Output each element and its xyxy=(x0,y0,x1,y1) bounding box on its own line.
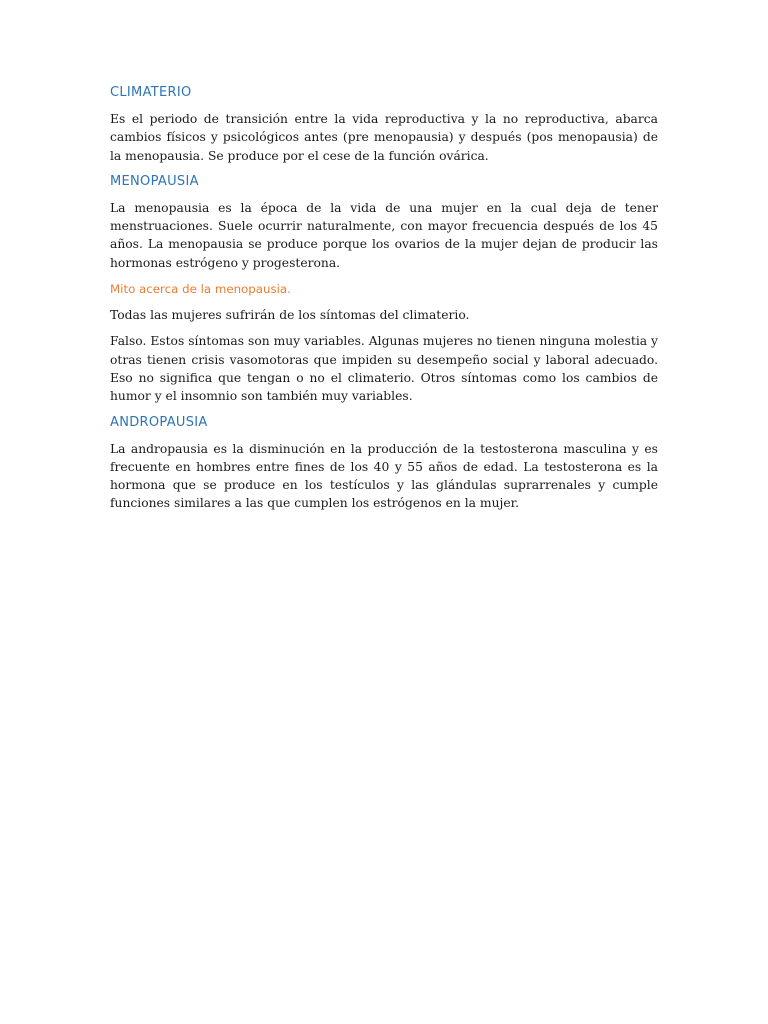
mito-statement: Todas las mujeres sufrirán de los síntomas del climaterio. xyxy=(110,308,470,323)
andropausia-paragraph: La andropausia es la disminución en la producción de la testosterona masculina y es frecuente en hombres entre fines de los 40 y 55 años de edad. La testosterona es la hormona que se produce en los testículos y las glándulas suprarrenales y cumple funciones similares a las que cumplen los estrógenos en la mujer. xyxy=(110,441,658,511)
document-page xyxy=(110,84,658,521)
menopausia-paragraph: La menopausia es la época de la vida de una mujer en la cual deja de tener menstruaciones. Suele ocurrir naturalmente, con mayor frecuencia después de los 45 años. La menopausia se produce porque los ovarios de la mujer dejan de producir las hormonas estrógeno y progesterona. xyxy=(110,200,658,270)
menopausia-heading: MENOPAUSIA xyxy=(110,173,199,189)
climaterio-heading: CLIMATERIO xyxy=(110,85,192,100)
climaterio-paragraph: Es el periodo de transición entre la vida reproductiva y la no reproductiva, abarca cambios físicos y psicológicos antes (pre menopausia) y después (pos menopausia) de la menopausia. Se produce por el cese de la función ovárica. xyxy=(110,112,658,163)
mito-answer: Falso. Estos síntomas son muy variables. Algunas mujeres no tienen ninguna molestia y otras tienen crisis vasomotoras que impiden su desempeño social y laboral adecuado. Eso no significa que tengan o no el climaterio. Otros síntomas como los cambios de humor y el insomnio son también muy variables. xyxy=(110,334,658,404)
andropausia-heading: ANDROPAUSIA xyxy=(110,414,208,430)
mito-heading: Mito acerca de la menopausia. xyxy=(110,282,291,297)
